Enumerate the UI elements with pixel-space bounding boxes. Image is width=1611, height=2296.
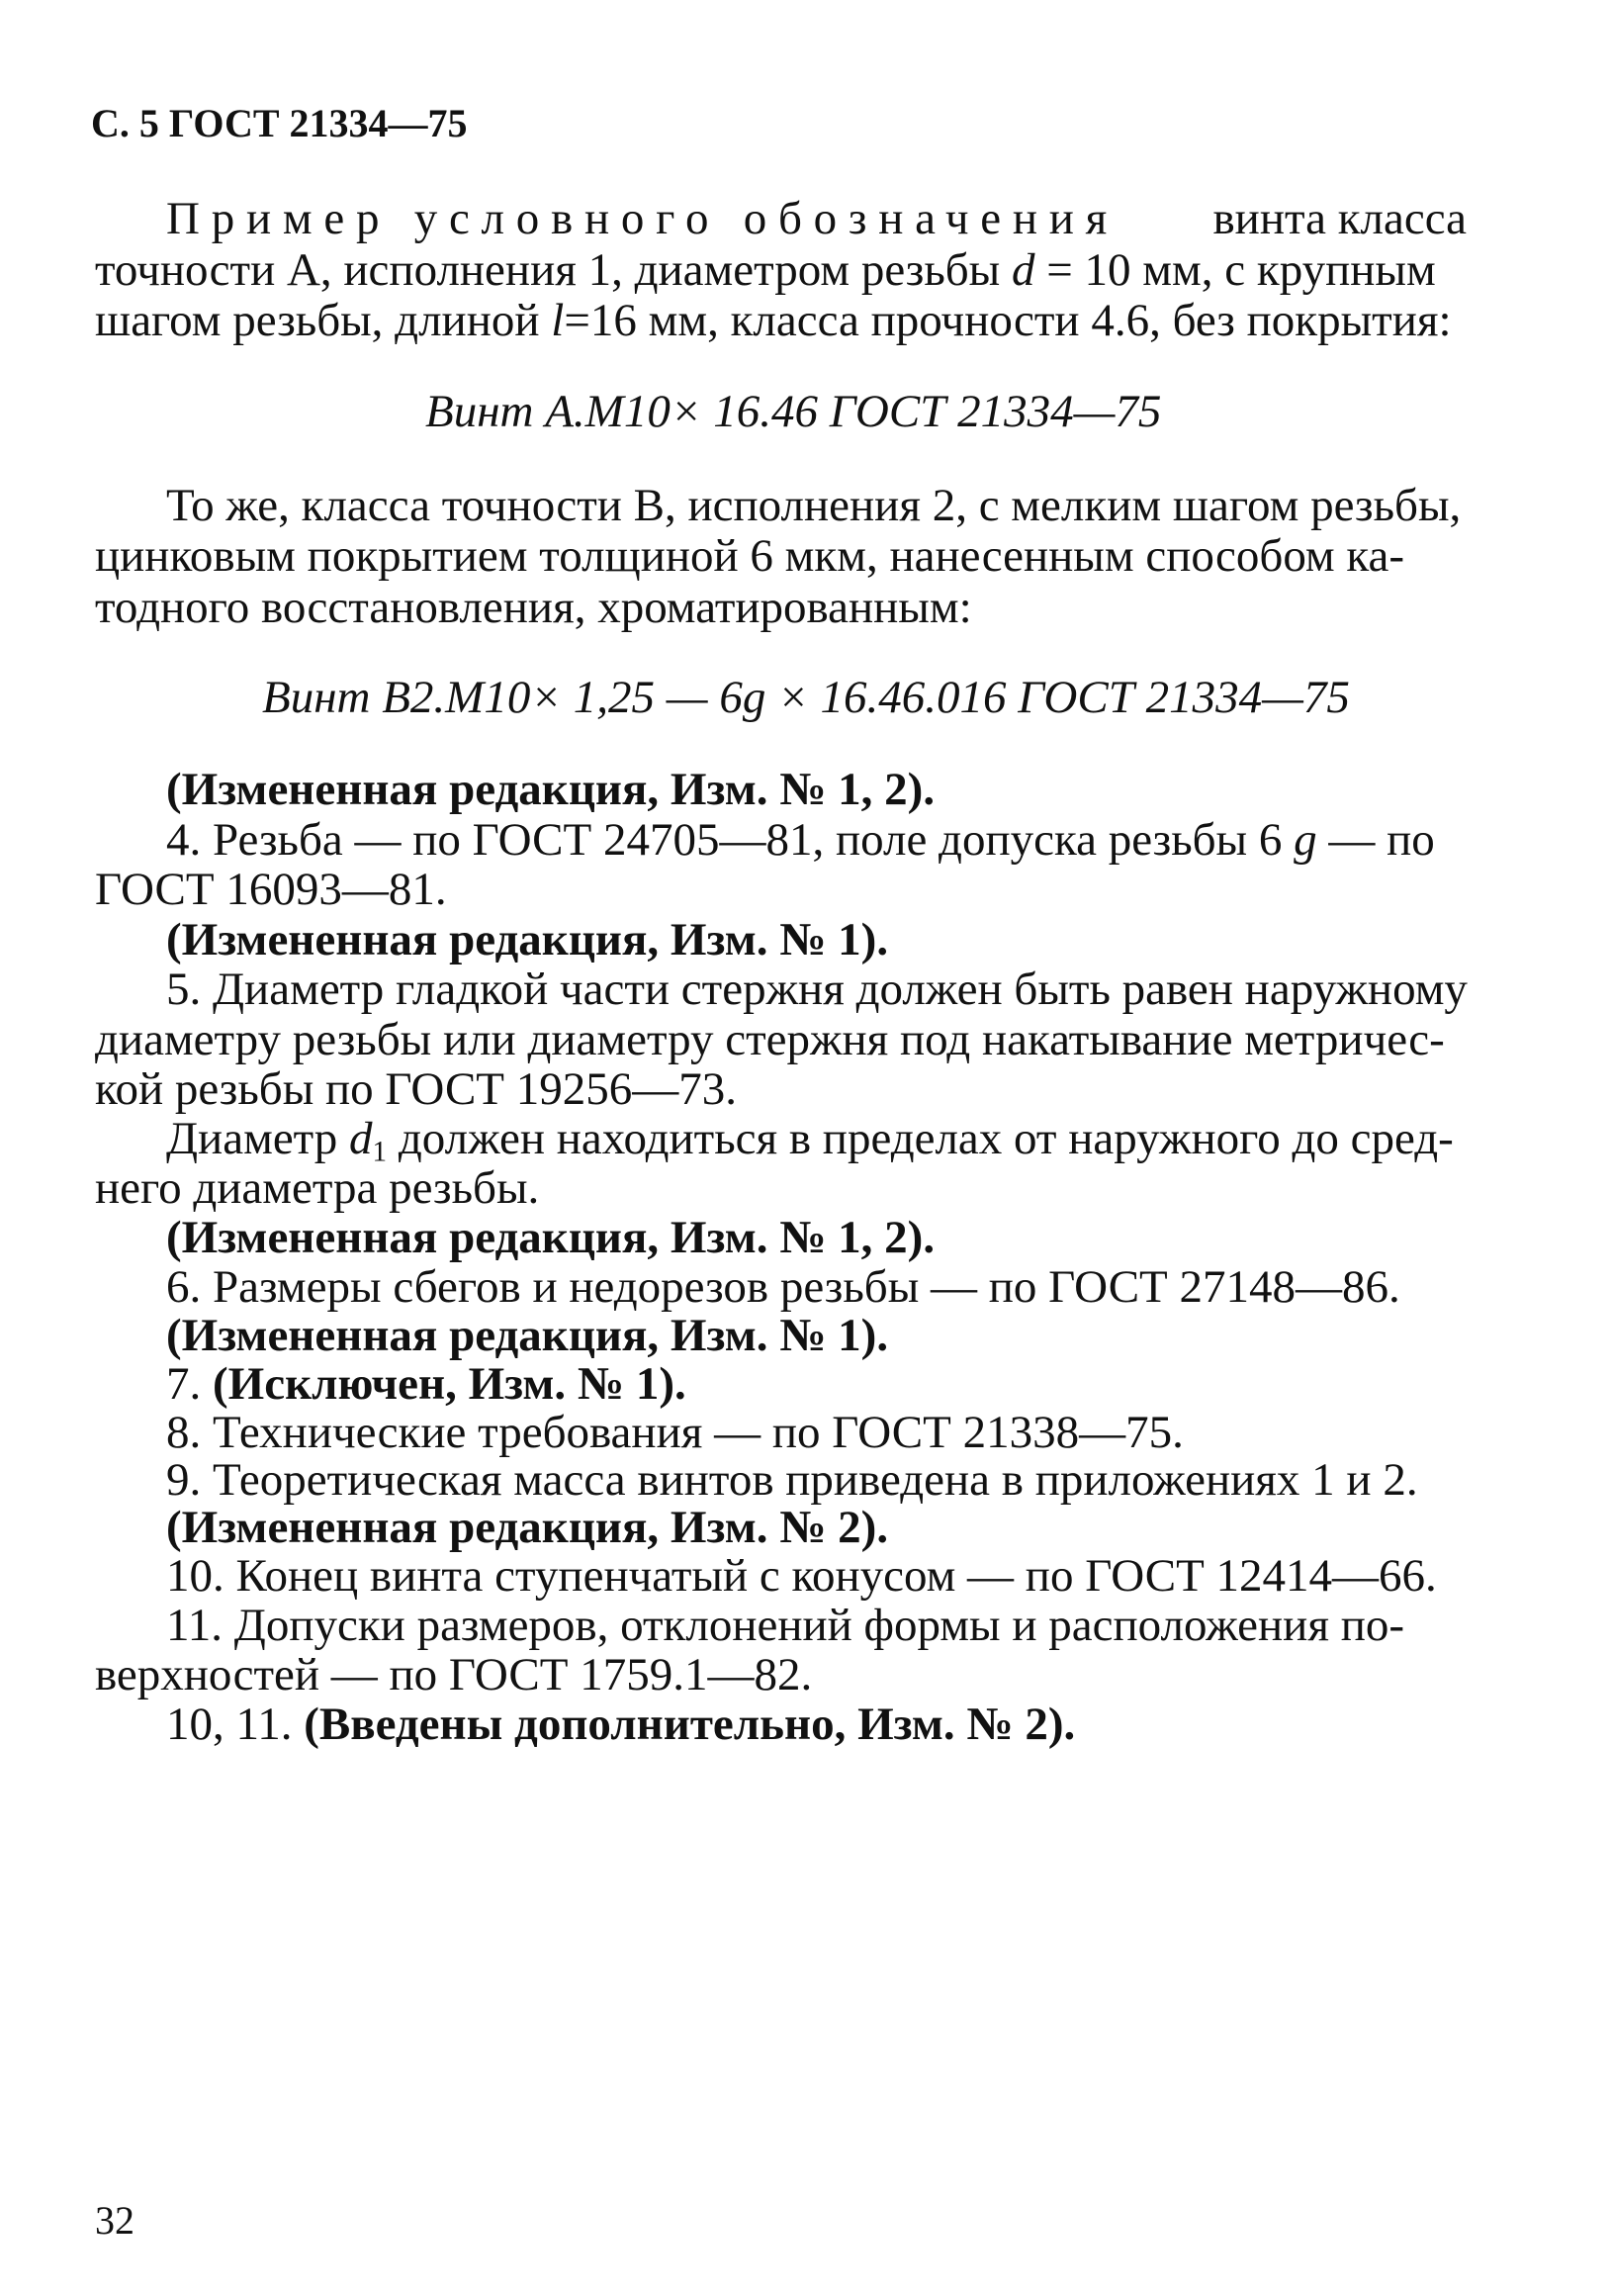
amendment-note: (Измененная редакция, Изм. № 1, 2). [166, 1212, 936, 1263]
example-line-2 [95, 244, 1436, 296]
item-5-line-2: диаметру резьбы или диаметру стержня под накатывание метричес- [95, 1014, 1445, 1065]
text-span: =16 мм, класса прочности 4.6, без покрытия: [564, 295, 1452, 346]
item-5-line-1: 5. Диаметр гладкой части стержня должен быть равен наружному [166, 964, 1468, 1015]
items-10-11-note [166, 1701, 1075, 1748]
text-span: должен находиться в пределах от наружного до сред- [398, 1113, 1454, 1164]
item-number: 7. [166, 1358, 202, 1410]
var-d1: d [349, 1113, 373, 1164]
item-7 [166, 1358, 686, 1410]
item-11-line-2: верхностей — по ГОСТ 1759.1—82. [95, 1649, 813, 1700]
var-l: l [551, 295, 565, 346]
example2-line-1: То же, класса точности В, исполнения 2, с мелким шагом резьбы, [166, 480, 1462, 531]
text-span: (Исключен, Изм. № 1). [213, 1358, 686, 1410]
page-header: С. 5 ГОСТ 21334—75 [91, 101, 468, 145]
example-line-1 [166, 193, 1467, 244]
text-span: = 10 мм, с крупным [1046, 244, 1436, 296]
example2-line-3: тодного восстановления, хроматированным: [95, 582, 972, 633]
var-d: d [1012, 244, 1035, 296]
designation-1: Винт А.М10× 16.46 ГОСТ 21334—75 [425, 386, 1162, 437]
var-g: g [1294, 814, 1317, 866]
designation-2: Винт В2.М10× 1,25 — 6g × 16.46.016 ГОСТ 21334—75 [262, 672, 1350, 723]
amendment-note: (Измененная редакция, Изм. № 1). [166, 914, 889, 965]
example-lead: Пример условного обозначения [166, 193, 1119, 244]
item-number: 10, 11. [166, 1699, 293, 1750]
subscript: 1 [372, 1136, 388, 1168]
item-8: 8. Технические требования — по ГОСТ 21338—75. [166, 1407, 1184, 1458]
item-6: 6. Размеры сбегов и недорезов резьбы — по ГОСТ 27148—86. [166, 1261, 1400, 1313]
item-4-line-1 [166, 814, 1435, 866]
amendment-note: (Измененная редакция, Изм. № 1). [166, 1310, 889, 1361]
amendment-note: (Измененная редакция, Изм. № 1, 2). [166, 764, 936, 815]
text-span: — по [1328, 814, 1435, 866]
item-5-line-3: кой резьбы по ГОСТ 19256—73. [95, 1063, 738, 1115]
page-number: 32 [95, 2198, 134, 2243]
text-span: шагом резьбы, длиной [95, 295, 540, 346]
item-4-line-2: ГОСТ 16093—81. [95, 864, 447, 915]
example-lead-rest: винта класса [1212, 193, 1467, 244]
text-span: 4. Резьба — по ГОСТ 24705—81, поле допуска резьбы 6 [166, 814, 1283, 866]
text-span: (Введены дополнительно, Изм. № 2). [304, 1699, 1076, 1750]
d1-line-1 [166, 1113, 1454, 1168]
item-9: 9. Теоретическая масса винтов приведена в приложениях 1 и 2. [166, 1454, 1418, 1506]
amendment-note: (Измененная редакция, Изм. № 2). [166, 1502, 889, 1553]
text-span: точности А, исполнения 1, диаметром резьбы [95, 244, 1001, 296]
text-span: Диаметр [166, 1113, 338, 1164]
d1-line-2: него диаметра резьбы. [95, 1162, 540, 1214]
example-line-3 [95, 295, 1452, 346]
example2-line-2: цинковым покрытием толщиной 6 мкм, нанесенным способом ка- [95, 530, 1405, 582]
item-11-line-1: 11. Допуски размеров, отклонений формы и расположения по- [166, 1600, 1404, 1651]
item-10: 10. Конец винта ступенчатый с конусом — по ГОСТ 12414—66. [166, 1550, 1437, 1602]
